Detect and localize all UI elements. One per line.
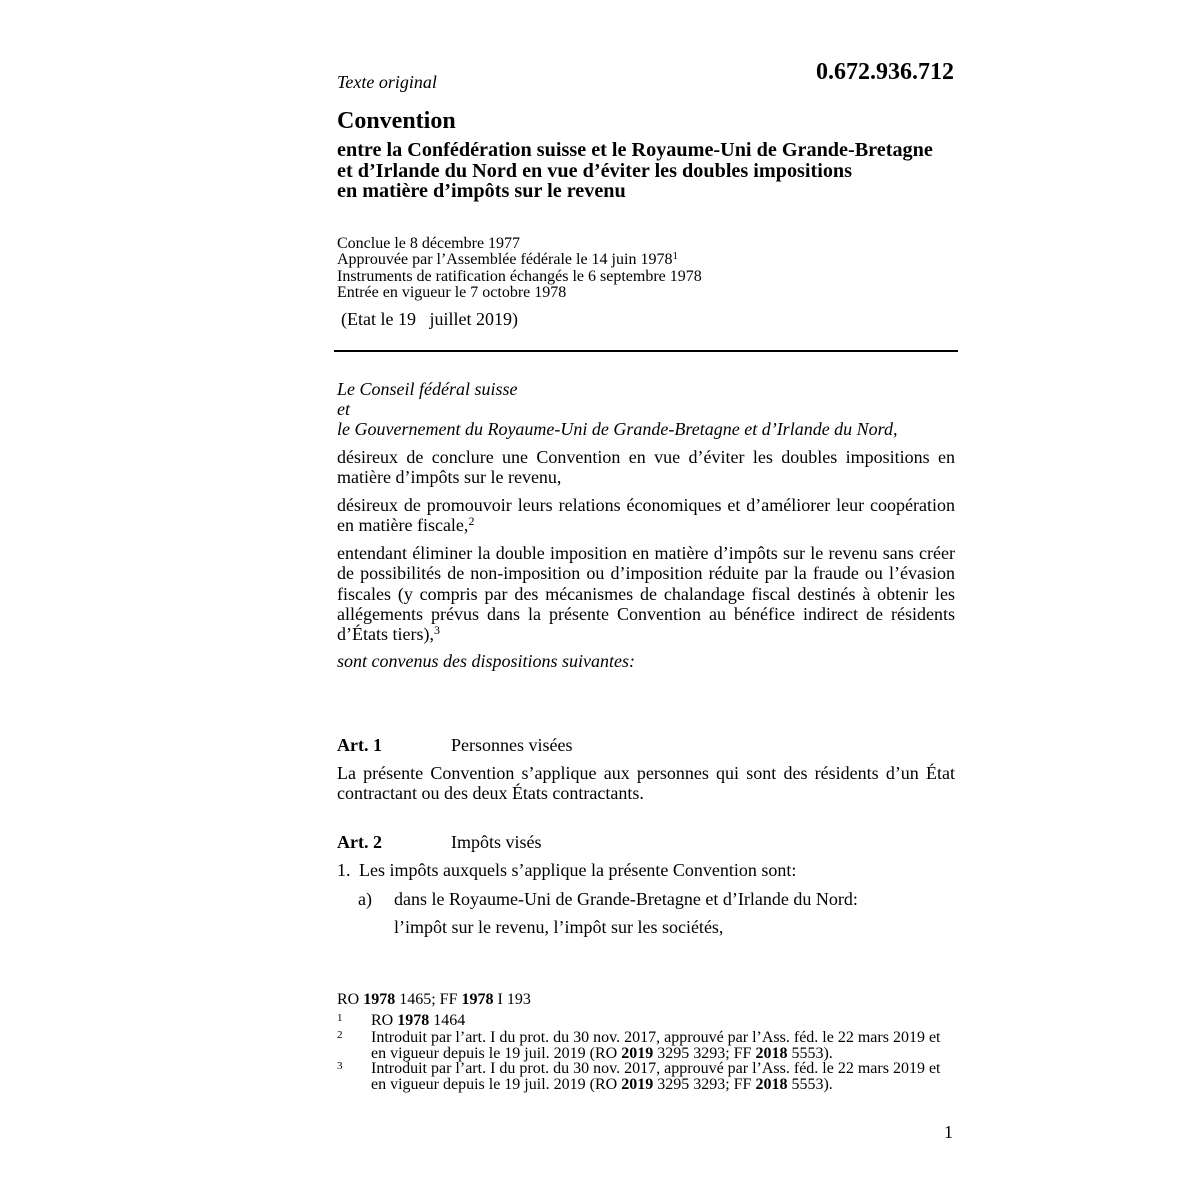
recital-line-text: en matière fiscale, xyxy=(337,515,469,535)
list-item-continuation-text: l’impôt sur le revenu, l’impôt sur les sociétés, xyxy=(394,917,724,937)
recital-line xyxy=(337,624,955,644)
recital-line: désireux de promouvoir leurs relations économiques et d’améliorer leur coopération xyxy=(337,495,955,515)
recital-3 xyxy=(337,543,955,644)
list-item-continuation xyxy=(337,917,955,937)
list-item-letter: a) xyxy=(358,889,372,909)
preamble-conjunction: et xyxy=(337,399,350,419)
footnote-line: Introduit par l’art. I du prot. du 30 nov. 2017, approuvé par l’Ass. féd. le 22 mars 2019 et xyxy=(371,1029,941,1046)
list-item xyxy=(337,889,955,909)
footnote-segment: 3295 3293; FF xyxy=(653,1045,756,1062)
footnote-2 xyxy=(337,1030,957,1062)
article-1-text xyxy=(337,763,955,803)
footnote-year: 1978 xyxy=(397,1012,430,1029)
recital-line: désireux de conclure une Convention en vue d’éviter les doubles impositions en xyxy=(337,447,955,467)
footnote-segment: en vigueur depuis le 19 juil. 2019 (RO xyxy=(371,1076,622,1093)
source-segment: I 193 xyxy=(493,991,531,1008)
footnote-text xyxy=(371,1013,465,1029)
article-title: Personnes visées xyxy=(451,735,573,755)
footnote-segment: 3295 3293; FF xyxy=(653,1076,756,1093)
footnote-ref: 1 xyxy=(672,250,678,263)
meta-approved xyxy=(337,252,955,268)
footnote-line xyxy=(371,1077,941,1093)
footnote-ref: 3 xyxy=(433,623,440,637)
article-2-paragraph-1 xyxy=(337,860,955,880)
meta-concluded: Conclue le 8 décembre 1977 xyxy=(337,235,521,252)
meta-ratification: Instruments de ratification échangés le 6 septembre 1978 xyxy=(337,267,702,285)
footnote-text xyxy=(371,1061,941,1093)
list-item-text: dans le Royaume-Uni de Grande-Bretagne et d’Irlande du Nord: xyxy=(394,889,858,909)
meta-in-force: Entrée en vigueur le 7 octobre 1978 xyxy=(337,283,567,301)
header-divider xyxy=(334,350,958,352)
article-number: Art. 2 xyxy=(337,832,382,852)
recital-line: allégements prévus dans la présente Convention au bénéfice indirect de résidents xyxy=(337,603,955,624)
footnote-3 xyxy=(337,1061,957,1093)
recital-line: fiscales (y compris par des mécanismes de chalandage fiscal destinés à obtenir les xyxy=(337,583,955,604)
footnote-line: Introduit par l’art. I du prot. du 30 nov. 2017, approuvé par l’Ass. féd. le 22 mars 2019 et xyxy=(371,1060,941,1077)
recital-line: matière d’impôts sur le revenu, xyxy=(337,467,562,487)
footnote-year: 2019 xyxy=(621,1076,654,1093)
footnote-segment: RO xyxy=(371,1012,398,1029)
subtitle-line: en matière d’impôts sur le revenu xyxy=(337,180,626,202)
article-title: Impôts visés xyxy=(451,832,542,852)
article-1-heading xyxy=(337,735,955,755)
article-number: Art. 1 xyxy=(337,735,382,755)
text-version-label: Texte original xyxy=(337,72,437,92)
article-2-heading xyxy=(337,832,955,852)
article-line: contractant ou des deux États contractants. xyxy=(337,783,644,803)
document-title: Convention xyxy=(337,108,456,134)
preamble-parties xyxy=(337,379,955,439)
footnote-text xyxy=(371,1030,941,1062)
footnote-year: 2019 xyxy=(621,1045,654,1062)
preamble-closing: sont convenus des dispositions suivantes: xyxy=(337,651,635,671)
preamble-party-1: Le Conseil fédéral suisse xyxy=(337,379,518,399)
status-date: (Etat le 19 juillet 2019) xyxy=(341,309,518,329)
footnote-year: 2018 xyxy=(755,1045,788,1062)
source-segment: RO xyxy=(337,991,364,1008)
source-year: 1978 xyxy=(363,991,396,1008)
adoption-metadata xyxy=(337,236,955,301)
footnote-segment: 5553). xyxy=(787,1076,833,1093)
footnote-line xyxy=(371,1013,465,1029)
footnote-segment: en vigueur depuis le 19 juil. 2019 (RO xyxy=(371,1045,622,1062)
subtitle-line: et d’Irlande du Nord en vue d’éviter les doubles impositions xyxy=(337,159,853,182)
paragraph-number: 1. xyxy=(337,860,351,880)
footnote-number: 1 xyxy=(337,1012,343,1024)
recital-line xyxy=(337,515,955,535)
publication-source xyxy=(337,992,957,1008)
recital-line: entendant éliminer la double imposition en matière d’impôts sur le revenu sans créer xyxy=(337,543,955,563)
footnote-number: 3 xyxy=(337,1060,343,1072)
subtitle-line: entre la Confédération suisse et le Royaume-Uni de Grande-Bretagne xyxy=(337,139,933,161)
recital-line: de possibilités de non-imposition ou d’imposition réduite par la fraude ou l’évasion xyxy=(337,563,955,584)
meta-approved-text: Approuvée par l’Assemblée fédérale le 14 juin 1978 xyxy=(337,251,673,269)
source-year: 1978 xyxy=(461,991,494,1008)
footnote-number: 2 xyxy=(337,1029,343,1041)
recital-2 xyxy=(337,495,955,535)
footnote-segment: 1464 xyxy=(429,1012,466,1029)
article-line: La présente Convention s’applique aux personnes qui sont des résidents d’un État xyxy=(337,763,955,783)
footnote-1 xyxy=(337,1013,957,1029)
source-segment: 1465; FF xyxy=(395,991,462,1008)
document-subtitle xyxy=(337,140,955,202)
paragraph-text: Les impôts auxquels s’applique la présente Convention sont: xyxy=(359,860,797,880)
recital-line-text: d’États tiers), xyxy=(337,624,434,644)
recital-1 xyxy=(337,447,955,487)
preamble-party-2: le Gouvernement du Royaume-Uni de Grande-Bretagne et d’Irlande du Nord, xyxy=(337,419,898,439)
sr-number: 0.672.936.712 xyxy=(816,59,954,85)
footnote-year: 2018 xyxy=(755,1076,788,1093)
footnote-segment: 5553). xyxy=(787,1045,833,1062)
footnote-ref: 2 xyxy=(468,514,475,528)
page-number: 1 xyxy=(944,1122,953,1142)
